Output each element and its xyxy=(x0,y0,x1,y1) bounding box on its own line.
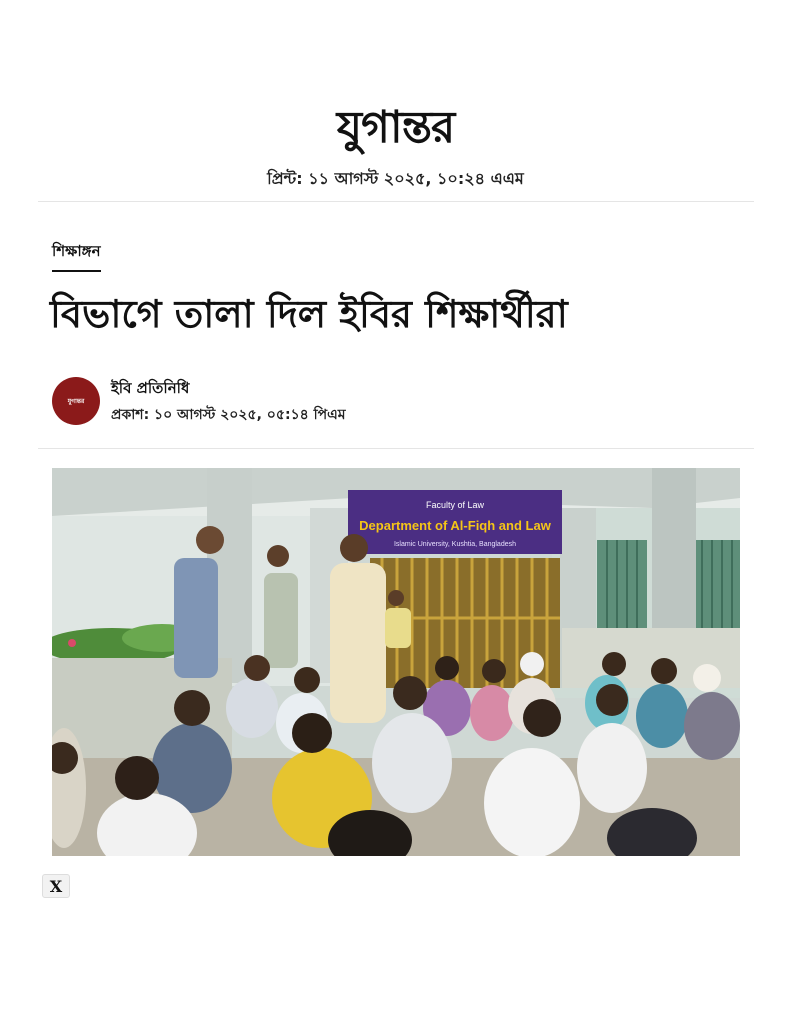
published-date: প্রকাশ: ১০ আগস্ট ২০২৫, ০৫:১৪ পিএম xyxy=(111,407,346,423)
article-headline: বিভাগে তালা দিল ইবির শিক্ষার্থীরা xyxy=(50,292,568,336)
masthead xyxy=(0,100,791,156)
meta-divider xyxy=(38,448,754,449)
banner-line-1: Faculty of Law xyxy=(425,500,485,510)
banner-line-2: Department of Al-Fiqh and Law xyxy=(359,518,551,533)
article-photo xyxy=(52,468,740,856)
category-link[interactable]: শিক্ষাঙ্গন xyxy=(52,240,101,272)
header-divider xyxy=(38,201,754,202)
banner-line-3: Islamic University, Kushtia, Bangladesh xyxy=(393,541,517,548)
author-name[interactable]: ইবি প্রতিনিধি xyxy=(111,379,190,397)
avatar-logo-text: যুগান্তর xyxy=(67,397,85,405)
author-avatar xyxy=(52,377,100,425)
close-button[interactable]: X xyxy=(42,874,70,898)
site-logo[interactable]: যুগান্তর xyxy=(336,102,455,153)
print-date: প্রিন্ট: ১১ আগস্ট ২০২৫, ১০:২৪ এএম xyxy=(267,169,524,188)
photo-scene xyxy=(52,468,740,856)
